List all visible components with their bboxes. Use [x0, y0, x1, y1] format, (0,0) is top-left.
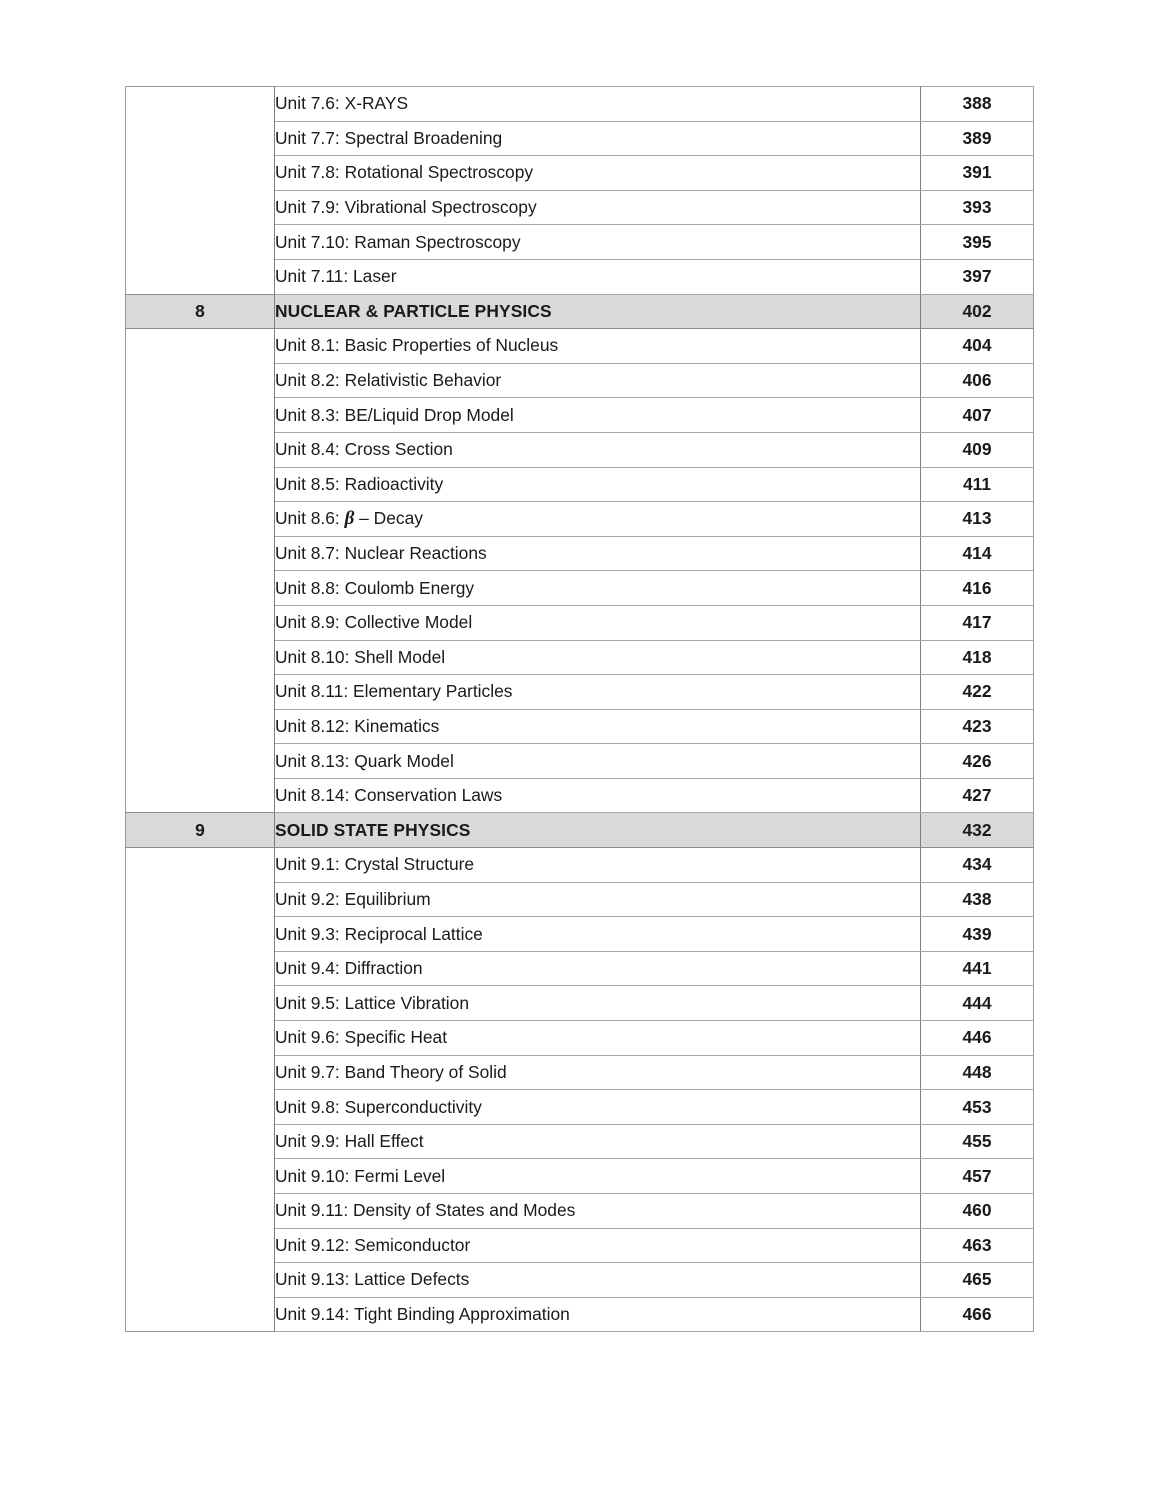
- table-row: [126, 1021, 1034, 1056]
- page-number-cell: 402: [921, 294, 1034, 329]
- unit-title-cell: Unit 9.12: Semiconductor: [275, 1228, 921, 1263]
- page-number-cell: 407: [921, 398, 1034, 433]
- unit-title-cell: Unit 8.5: Radioactivity: [275, 467, 921, 502]
- table-row: [126, 951, 1034, 986]
- chapter-number-cell: [126, 640, 275, 675]
- unit-title-cell: Unit 8.6: β – Decay: [275, 502, 921, 537]
- unit-title-cell: Unit 8.14: Conservation Laws: [275, 778, 921, 813]
- table-row: [126, 986, 1034, 1021]
- chapter-number-cell: [126, 571, 275, 606]
- unit-title-cell: Unit 9.9: Hall Effect: [275, 1124, 921, 1159]
- page-number-cell: 411: [921, 467, 1034, 502]
- chapter-number-cell: [126, 536, 275, 571]
- unit-title-cell: Unit 9.1: Crystal Structure: [275, 848, 921, 883]
- table-row: [126, 156, 1034, 191]
- unit-title-cell: Unit 7.9: Vibrational Spectroscopy: [275, 190, 921, 225]
- chapter-number-cell: [126, 986, 275, 1021]
- table-row: [126, 536, 1034, 571]
- beta-symbol: β: [344, 507, 355, 529]
- unit-title-cell: Unit 9.10: Fermi Level: [275, 1159, 921, 1194]
- chapter-number-cell: [126, 225, 275, 260]
- unit-title-cell: Unit 9.11: Density of States and Modes: [275, 1194, 921, 1229]
- table-row: [126, 1090, 1034, 1125]
- unit-title-cell: Unit 8.9: Collective Model: [275, 605, 921, 640]
- table-row: [126, 675, 1034, 710]
- chapter-number-cell: [126, 329, 275, 364]
- chapter-number-cell: [126, 1124, 275, 1159]
- chapter-number-cell: [126, 709, 275, 744]
- table-row: [126, 363, 1034, 398]
- table-row: [126, 1297, 1034, 1332]
- unit-title-cell: Unit 8.12: Kinematics: [275, 709, 921, 744]
- page-number-cell: 463: [921, 1228, 1034, 1263]
- table-row: [126, 502, 1034, 537]
- table-of-contents-table: [125, 86, 1034, 1332]
- page-number-cell: 406: [921, 363, 1034, 398]
- chapter-number-cell: [126, 1055, 275, 1090]
- table-row: [126, 329, 1034, 364]
- page-number-cell: 453: [921, 1090, 1034, 1125]
- table-row: [126, 848, 1034, 883]
- table-row: [126, 605, 1034, 640]
- chapter-number-cell: [126, 917, 275, 952]
- page-number-cell: 465: [921, 1263, 1034, 1298]
- page-number-cell: 448: [921, 1055, 1034, 1090]
- unit-title-cell: Unit 8.3: BE/Liquid Drop Model: [275, 398, 921, 433]
- table-row: [126, 259, 1034, 294]
- page-number-cell: 404: [921, 329, 1034, 364]
- unit-title-cell: Unit 8.7: Nuclear Reactions: [275, 536, 921, 571]
- unit-title-cell: Unit 9.8: Superconductivity: [275, 1090, 921, 1125]
- chapter-number-cell: [126, 1090, 275, 1125]
- table-row: [126, 1124, 1034, 1159]
- unit-title-cell: Unit 8.13: Quark Model: [275, 744, 921, 779]
- page-number-cell: 441: [921, 951, 1034, 986]
- table-row: [126, 571, 1034, 606]
- chapter-number-cell: [126, 1228, 275, 1263]
- table-body: [126, 87, 1034, 1332]
- unit-title-cell: Unit 8.11: Elementary Particles: [275, 675, 921, 710]
- unit-title-cell: Unit 9.6: Specific Heat: [275, 1021, 921, 1056]
- chapter-number-cell: [126, 675, 275, 710]
- chapter-number-cell: [126, 882, 275, 917]
- unit-title-cell: Unit 9.5: Lattice Vibration: [275, 986, 921, 1021]
- page-number-cell: 413: [921, 502, 1034, 537]
- chapter-number-cell: [126, 190, 275, 225]
- table-row: [126, 744, 1034, 779]
- table-row: [126, 1228, 1034, 1263]
- page-number-cell: 439: [921, 917, 1034, 952]
- table-row: [126, 778, 1034, 813]
- table-row: [126, 709, 1034, 744]
- page-number-cell: 434: [921, 848, 1034, 883]
- page-number-cell: 422: [921, 675, 1034, 710]
- page-number-cell: 395: [921, 225, 1034, 260]
- table-row: [126, 121, 1034, 156]
- chapter-title-cell: NUCLEAR & PARTICLE PHYSICS: [275, 294, 921, 329]
- chapter-number-cell: [126, 467, 275, 502]
- table-row: [126, 1055, 1034, 1090]
- unit-title-cell: Unit 9.4: Diffraction: [275, 951, 921, 986]
- table-row: [126, 1263, 1034, 1298]
- table-row: [126, 87, 1034, 122]
- table-row: [126, 1194, 1034, 1229]
- table-row: [126, 882, 1034, 917]
- table-row: [126, 917, 1034, 952]
- unit-title-cell: Unit 7.7: Spectral Broadening: [275, 121, 921, 156]
- chapter-number-cell: [126, 363, 275, 398]
- table-row: [126, 225, 1034, 260]
- unit-title-cell: Unit 9.13: Lattice Defects: [275, 1263, 921, 1298]
- unit-title-cell: Unit 8.8: Coulomb Energy: [275, 571, 921, 606]
- chapter-number-cell: [126, 121, 275, 156]
- page-number-cell: 397: [921, 259, 1034, 294]
- chapter-number-cell: [126, 259, 275, 294]
- table-row: [126, 1159, 1034, 1194]
- chapter-number-cell: 8: [126, 294, 275, 329]
- page-number-cell: 427: [921, 778, 1034, 813]
- chapter-number-cell: [126, 605, 275, 640]
- page-number-cell: 426: [921, 744, 1034, 779]
- unit-title-cell: Unit 8.2: Relativistic Behavior: [275, 363, 921, 398]
- chapter-number-cell: [126, 951, 275, 986]
- page-number-cell: 457: [921, 1159, 1034, 1194]
- chapter-number-cell: [126, 432, 275, 467]
- page-number-cell: 409: [921, 432, 1034, 467]
- unit-title-cell: Unit 9.14: Tight Binding Approximation: [275, 1297, 921, 1332]
- page-number-cell: 416: [921, 571, 1034, 606]
- chapter-number-cell: [126, 1194, 275, 1229]
- chapter-number-cell: [126, 1021, 275, 1056]
- unit-title-cell: Unit 8.10: Shell Model: [275, 640, 921, 675]
- page-number-cell: 423: [921, 709, 1034, 744]
- chapter-heading-row: [126, 294, 1034, 329]
- page-number-cell: 418: [921, 640, 1034, 675]
- page-number-cell: 460: [921, 1194, 1034, 1229]
- unit-title-cell: Unit 9.2: Equilibrium: [275, 882, 921, 917]
- page-number-cell: 466: [921, 1297, 1034, 1332]
- chapter-title-cell: SOLID STATE PHYSICS: [275, 813, 921, 848]
- page-number-cell: 388: [921, 87, 1034, 122]
- chapter-number-cell: [126, 1297, 275, 1332]
- unit-title-cell: Unit 7.11: Laser: [275, 259, 921, 294]
- page-number-cell: 438: [921, 882, 1034, 917]
- chapter-number-cell: [126, 1159, 275, 1194]
- page-number-cell: 393: [921, 190, 1034, 225]
- unit-title-cell: Unit 9.7: Band Theory of Solid: [275, 1055, 921, 1090]
- chapter-number-cell: 9: [126, 813, 275, 848]
- page-number-cell: 432: [921, 813, 1034, 848]
- chapter-number-cell: [126, 778, 275, 813]
- page-number-cell: 414: [921, 536, 1034, 571]
- page-number-cell: 417: [921, 605, 1034, 640]
- page-number-cell: 446: [921, 1021, 1034, 1056]
- chapter-number-cell: [126, 398, 275, 433]
- table-row: [126, 398, 1034, 433]
- unit-title-cell: Unit 7.10: Raman Spectroscopy: [275, 225, 921, 260]
- chapter-heading-row: [126, 813, 1034, 848]
- unit-title-cell: Unit 9.3: Reciprocal Lattice: [275, 917, 921, 952]
- page-number-cell: 455: [921, 1124, 1034, 1159]
- chapter-number-cell: [126, 502, 275, 537]
- table-row: [126, 640, 1034, 675]
- unit-title-cell: Unit 8.1: Basic Properties of Nucleus: [275, 329, 921, 364]
- page-number-cell: 391: [921, 156, 1034, 191]
- chapter-number-cell: [126, 744, 275, 779]
- chapter-number-cell: [126, 87, 275, 122]
- chapter-number-cell: [126, 848, 275, 883]
- page-number-cell: 389: [921, 121, 1034, 156]
- table-row: [126, 190, 1034, 225]
- chapter-number-cell: [126, 156, 275, 191]
- unit-title-cell: Unit 7.8: Rotational Spectroscopy: [275, 156, 921, 191]
- table-row: [126, 432, 1034, 467]
- unit-title-cell: Unit 7.6: X-RAYS: [275, 87, 921, 122]
- table-row: [126, 467, 1034, 502]
- page-number-cell: 444: [921, 986, 1034, 1021]
- unit-title-cell: Unit 8.4: Cross Section: [275, 432, 921, 467]
- chapter-number-cell: [126, 1263, 275, 1298]
